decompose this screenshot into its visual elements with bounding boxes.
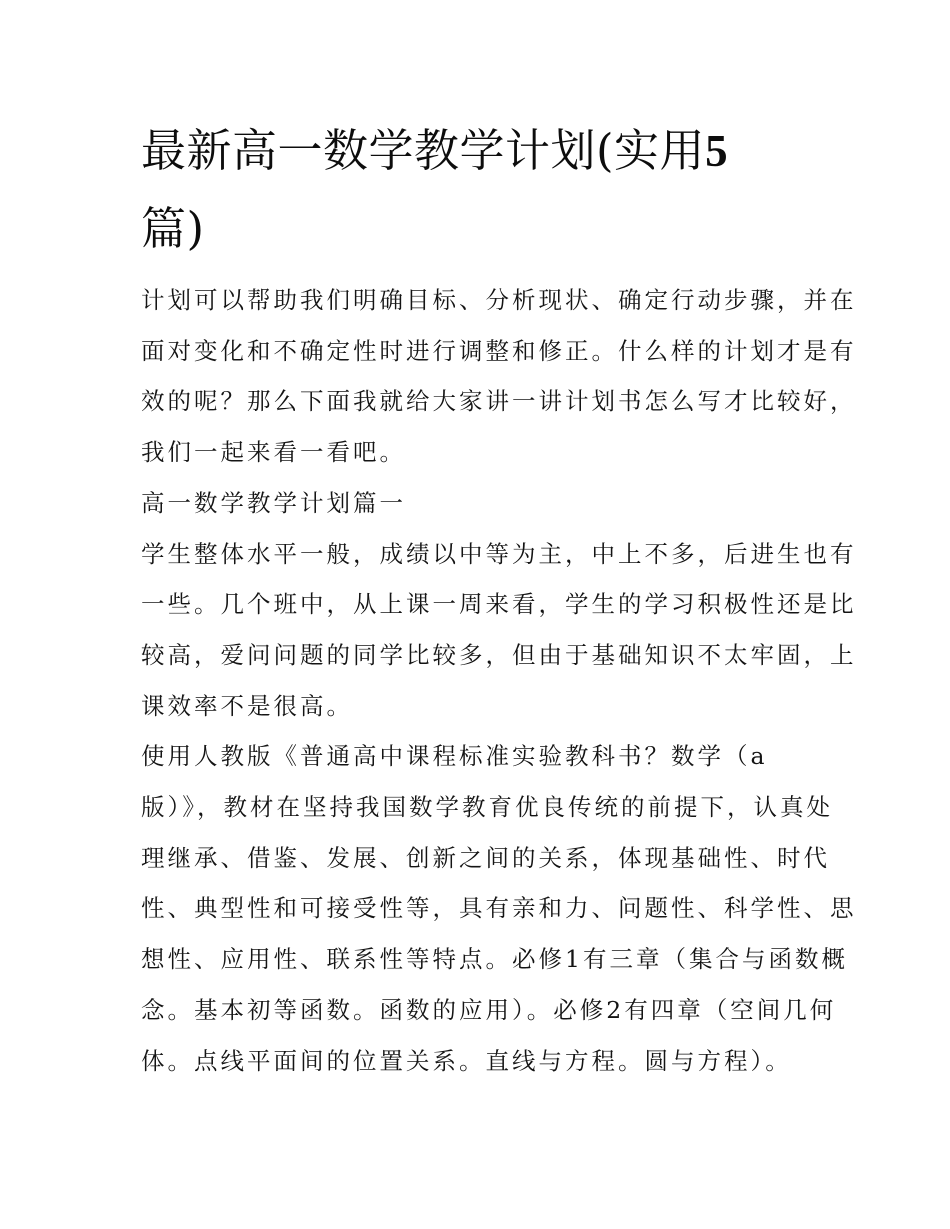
text-line: 计划可以帮助我们明确目标、分析现状、确定行动步骤，并在 bbox=[141, 286, 857, 314]
title-line-2: 篇) bbox=[141, 202, 205, 255]
text-line: 较高，爱问问题的同学比较多，但由于基础知识不太牢固，上 bbox=[141, 640, 857, 669]
student-situation-paragraph bbox=[141, 529, 857, 732]
text-line: 面对变化和不确定性时进行调整和修正。什么样的计划才是有 bbox=[141, 336, 857, 365]
section-heading bbox=[141, 478, 821, 529]
intro-paragraph bbox=[141, 275, 857, 478]
text-line: 效的呢？那么下面我就给大家讲一讲计划书怎么写才比较好， bbox=[141, 387, 857, 416]
title-text: 最新高一数学教学计划(实用 bbox=[141, 124, 706, 177]
document-title bbox=[141, 112, 821, 267]
text-line: 一些。几个班中，从上课一周来看，学生的学习积极性还是比 bbox=[141, 590, 857, 619]
section-heading-text: 高一数学教学计划篇一 bbox=[141, 488, 406, 517]
textbook-paragraph bbox=[141, 731, 857, 1086]
text-line: 念。基本初等函数。函数的应用）。必修2有四章（空间几何 bbox=[141, 995, 837, 1024]
text-line: 学生整体水平一般，成绩以中等为主，中上不多，后进生也有 bbox=[141, 539, 857, 568]
title-count: 5 bbox=[705, 126, 729, 176]
text-line: 理继承、借鉴、发展、创新之间的关系，体现基础性、时代 bbox=[141, 843, 830, 872]
text-line: 我们一起来看一看吧。 bbox=[141, 438, 406, 467]
document-body bbox=[141, 275, 857, 1086]
title-line-1 bbox=[141, 112, 821, 190]
text-line: 使用人教版《普通高中课程标准实验教科书？数学（a bbox=[141, 742, 768, 771]
text-line: 课效率不是很高。 bbox=[141, 691, 353, 720]
text-line: 性、典型性和可接受性等，具有亲和力、问题性、科学性、思 bbox=[141, 894, 857, 923]
text-line: 体。点线平面间的位置关系。直线与方程。圆与方程）。 bbox=[141, 1046, 792, 1075]
text-line: 版）》，教材在坚持我国数学教育优良传统的前提下，认真处 bbox=[141, 793, 833, 822]
text-line: 想性、应用性、联系性等特点。必修1有三章（集合与函数概 bbox=[141, 945, 848, 974]
